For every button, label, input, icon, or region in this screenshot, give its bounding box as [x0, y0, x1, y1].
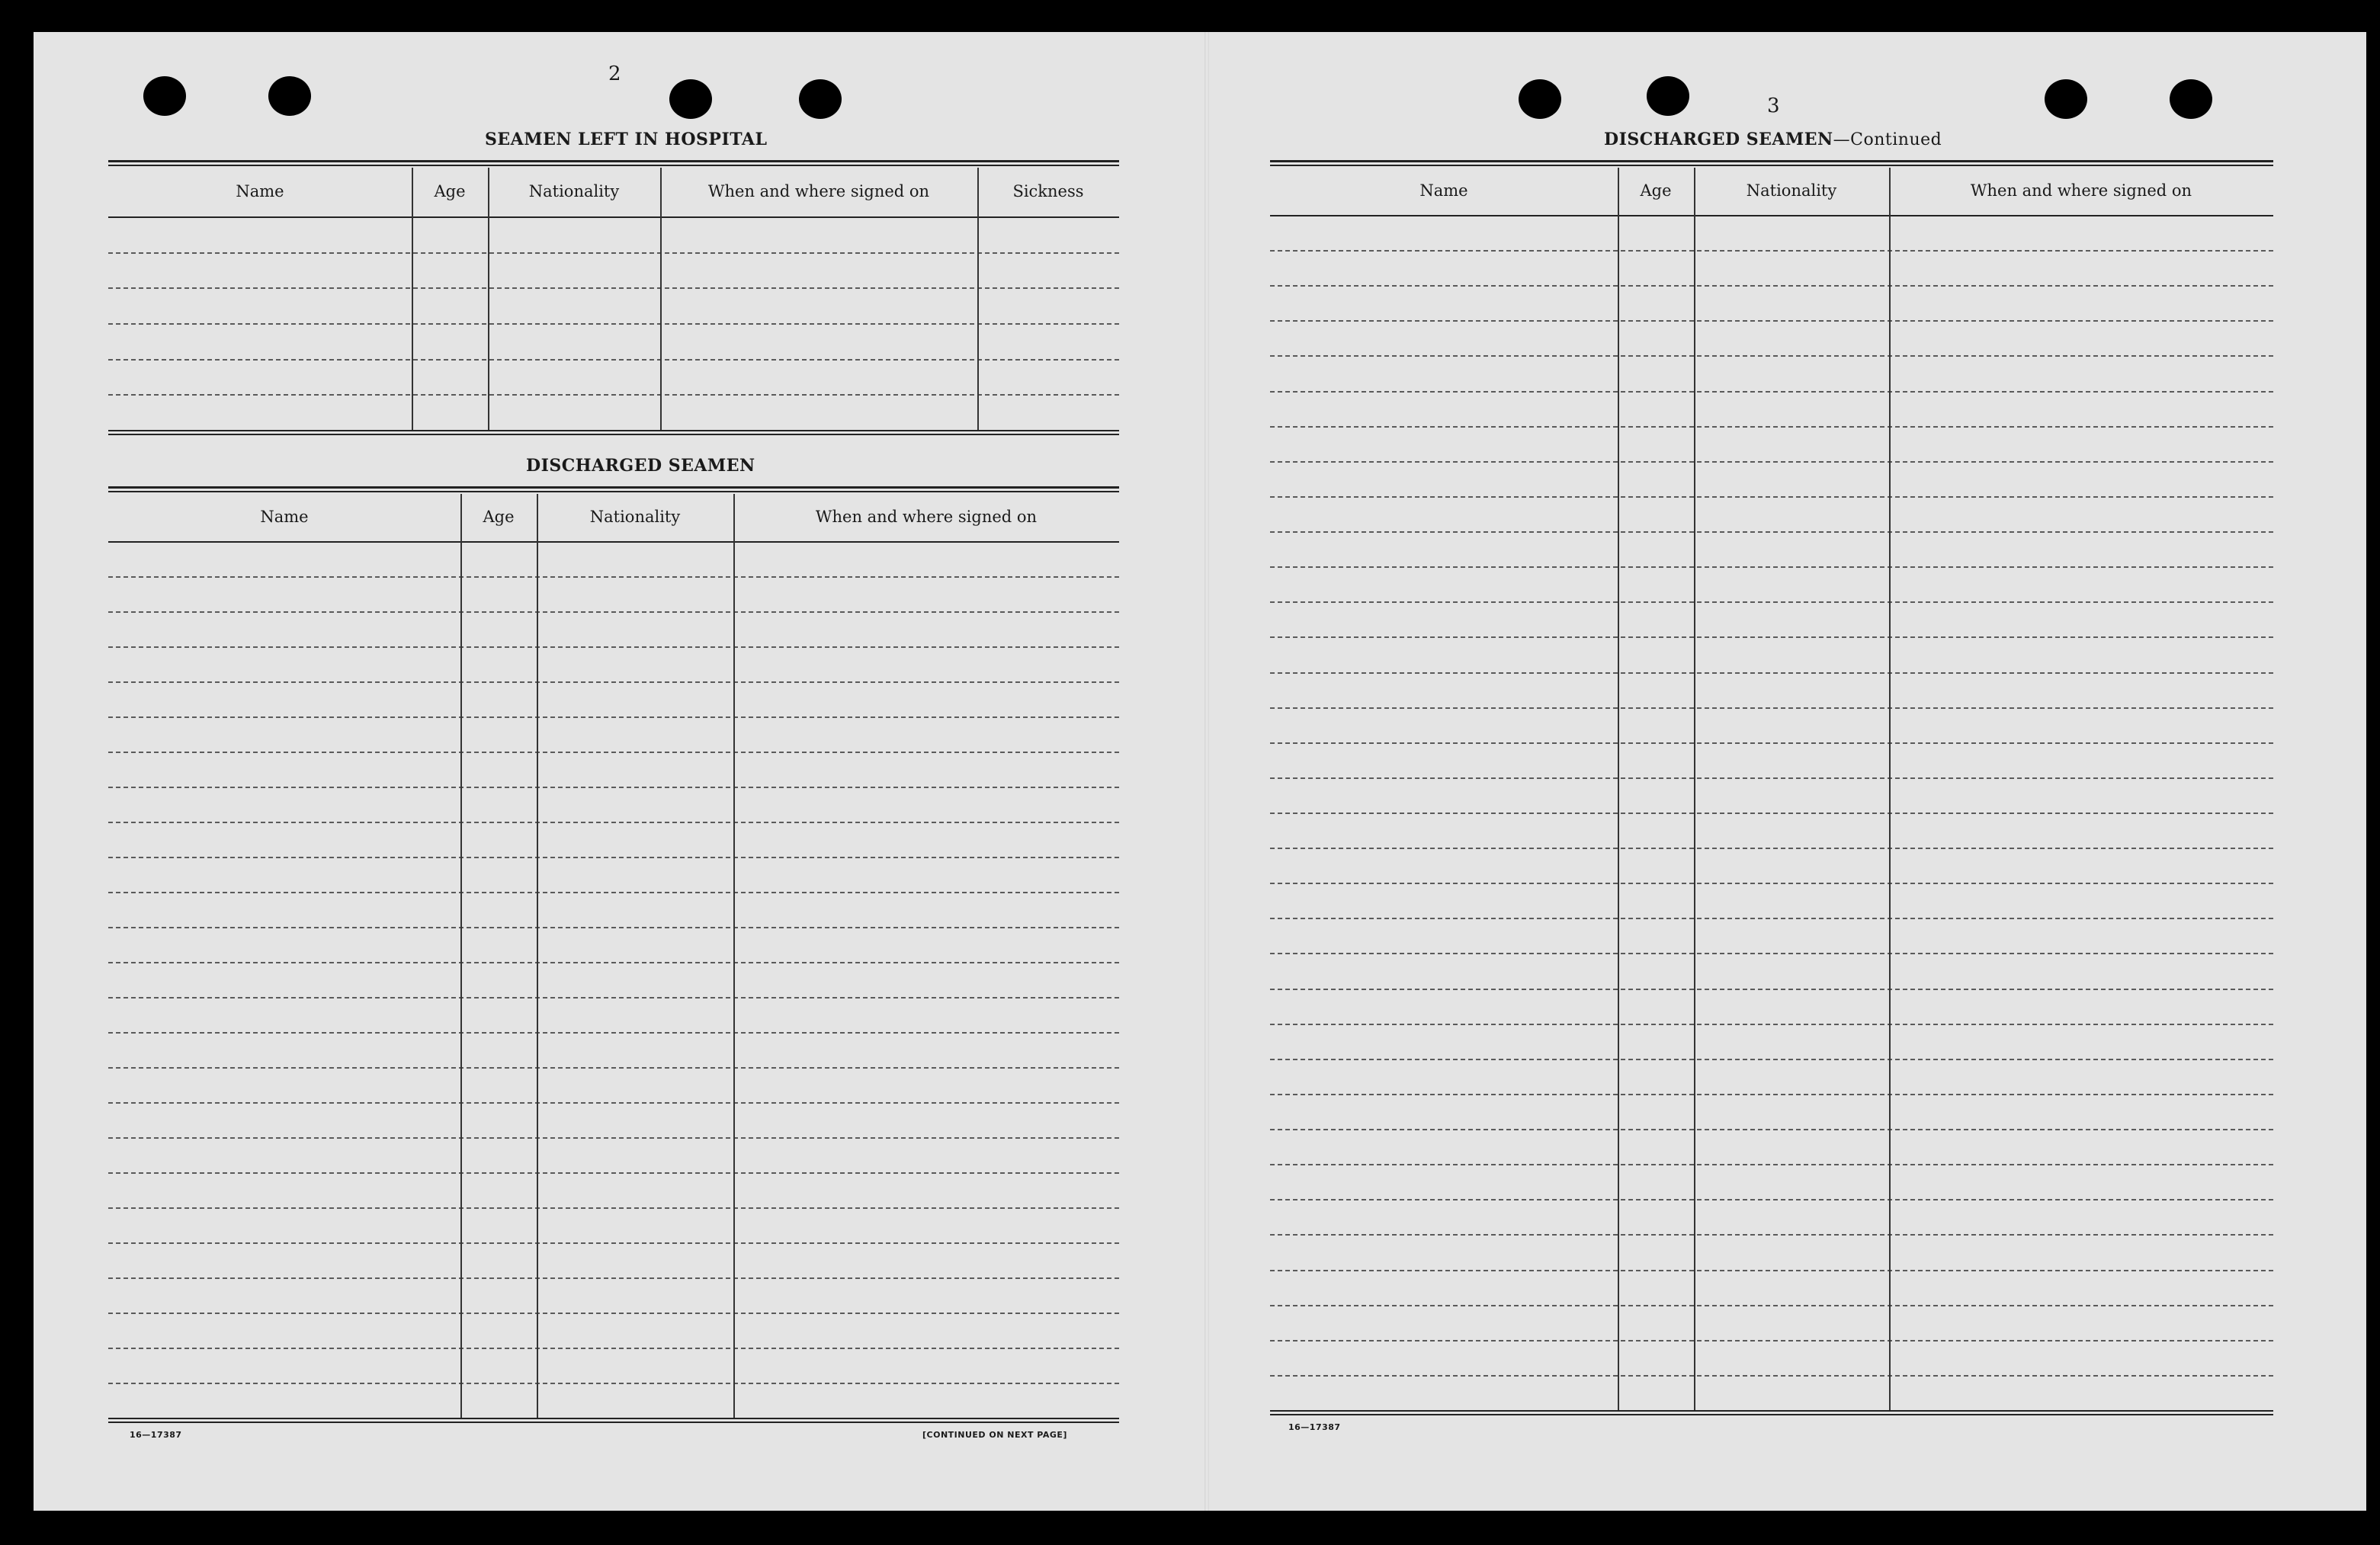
table-row: [1270, 461, 2273, 463]
table-top-rule: [1270, 160, 2273, 166]
table-row: [1270, 355, 2273, 357]
table-row: [108, 822, 1119, 823]
table-row: [108, 1207, 1119, 1209]
table-row: [1270, 1234, 2273, 1236]
table-row: [108, 1102, 1119, 1104]
column-header: Name: [260, 508, 309, 526]
table-row: [1270, 1164, 2273, 1165]
column-header: Nationality: [1746, 181, 1837, 200]
table-row: [108, 1172, 1119, 1174]
discharged-continued-table: [1270, 160, 2273, 1418]
table-row: [108, 787, 1119, 788]
discharged-table: [108, 486, 1119, 1424]
column-header: Age: [483, 508, 515, 526]
header-bottom-rule: [108, 541, 1119, 543]
table-row: [1270, 742, 2273, 744]
column-divider: [977, 168, 979, 430]
table-row: [1270, 1199, 2273, 1200]
table-row: [1270, 250, 2273, 252]
table-row: [108, 716, 1119, 718]
table-row: [108, 1313, 1119, 1314]
table-row: [1270, 989, 2273, 990]
punch-hole: [143, 76, 186, 116]
punch-hole: [799, 79, 842, 119]
table-bottom-rule: [108, 1418, 1119, 1423]
table-row: [108, 1137, 1119, 1139]
page-number: 2: [608, 63, 621, 85]
column-divider: [537, 494, 538, 1418]
table-row: [108, 752, 1119, 753]
punch-hole: [268, 76, 311, 116]
table-row: [108, 1067, 1119, 1069]
table-row: [1270, 1270, 2273, 1271]
column-header: Age: [1640, 181, 1672, 200]
table-row: [1270, 672, 2273, 674]
column-header: When and where signed on: [1970, 181, 2192, 200]
discharged-continued-title-main: DISCHARGED SEAMEN: [1604, 130, 1833, 149]
punch-hole: [2045, 79, 2087, 119]
table-row: [108, 927, 1119, 928]
table-row: [108, 394, 1119, 396]
discharged-continued-title: [1604, 130, 1942, 149]
form-number: 16—17387: [130, 1430, 182, 1440]
continued-note: [CONTINUED ON NEXT PAGE]: [922, 1430, 1067, 1440]
discharged-continued-suffix: —Continued: [1833, 130, 1942, 149]
center-fold: [1204, 32, 1209, 1511]
table-row: [108, 646, 1119, 648]
discharged-section-title: DISCHARGED SEAMEN: [526, 456, 755, 476]
table-row: [1270, 918, 2273, 919]
table-row: [1270, 1340, 2273, 1341]
table-row: [1270, 1305, 2273, 1306]
table-row: [108, 576, 1119, 578]
table-row: [1270, 1059, 2273, 1060]
table-row: [108, 1032, 1119, 1034]
table-row: [108, 1383, 1119, 1384]
table-row: [108, 1242, 1119, 1244]
table-bottom-rule: [1270, 1410, 2273, 1415]
punch-hole: [669, 79, 712, 119]
column-header: When and where signed on: [815, 508, 1038, 526]
punch-hole: [1647, 76, 1689, 116]
table-row: [1270, 391, 2273, 393]
table-row: [108, 892, 1119, 893]
table-row: [1270, 1024, 2273, 1025]
table-row: [1270, 496, 2273, 498]
table-row: [1270, 953, 2273, 954]
table-header: [108, 492, 1119, 541]
table-row: [1270, 601, 2273, 603]
column-divider: [733, 494, 735, 1418]
page-number: 3: [1767, 95, 1780, 117]
table-row: [108, 252, 1119, 254]
column-divider: [1889, 168, 1891, 1410]
table-row: [108, 611, 1119, 613]
column-divider: [660, 168, 662, 430]
hospital-section-title: SEAMEN LEFT IN HOSPITAL: [485, 130, 768, 149]
table-row: [1270, 707, 2273, 709]
table-row: [1270, 566, 2273, 568]
column-header: Name: [1419, 181, 1468, 200]
hospital-table: [108, 160, 1119, 436]
table-row: [1270, 285, 2273, 287]
punch-hole: [2170, 79, 2212, 119]
table-row: [1270, 883, 2273, 884]
table-top-rule: [108, 160, 1119, 166]
table-row: [1270, 636, 2273, 638]
table-row: [108, 857, 1119, 858]
column-divider: [412, 168, 413, 430]
table-bottom-rule: [108, 430, 1119, 435]
column-divider: [1618, 168, 1619, 1410]
column-header: Name: [236, 182, 284, 200]
table-row: [1270, 813, 2273, 814]
table-row: [108, 681, 1119, 683]
table-row: [108, 323, 1119, 325]
table-row: [1270, 1375, 2273, 1377]
column-header: Age: [434, 182, 466, 200]
table-row: [1270, 1094, 2273, 1095]
table-row: [1270, 1129, 2273, 1130]
punch-hole: [1519, 79, 1561, 119]
table-header: [1270, 166, 2273, 215]
table-top-rule: [108, 486, 1119, 492]
header-bottom-rule: [1270, 215, 2273, 216]
table-row: [108, 1348, 1119, 1349]
column-header: Sickness: [1012, 182, 1084, 200]
column-divider: [460, 494, 462, 1418]
table-header: [108, 166, 1119, 216]
form-number: 16—17387: [1288, 1422, 1341, 1432]
table-row: [1270, 426, 2273, 428]
column-divider: [1694, 168, 1695, 1410]
header-bottom-rule: [108, 216, 1119, 218]
column-header: Nationality: [528, 182, 620, 200]
table-row: [108, 1277, 1119, 1279]
table-row: [1270, 531, 2273, 533]
table-row: [108, 287, 1119, 289]
column-header: When and where signed on: [707, 182, 930, 200]
table-row: [108, 359, 1119, 361]
column-header: Nationality: [589, 508, 681, 526]
column-divider: [488, 168, 489, 430]
table-row: [108, 997, 1119, 998]
table-row: [1270, 320, 2273, 322]
table-row: [1270, 848, 2273, 849]
table-row: [108, 962, 1119, 963]
table-row: [1270, 777, 2273, 779]
